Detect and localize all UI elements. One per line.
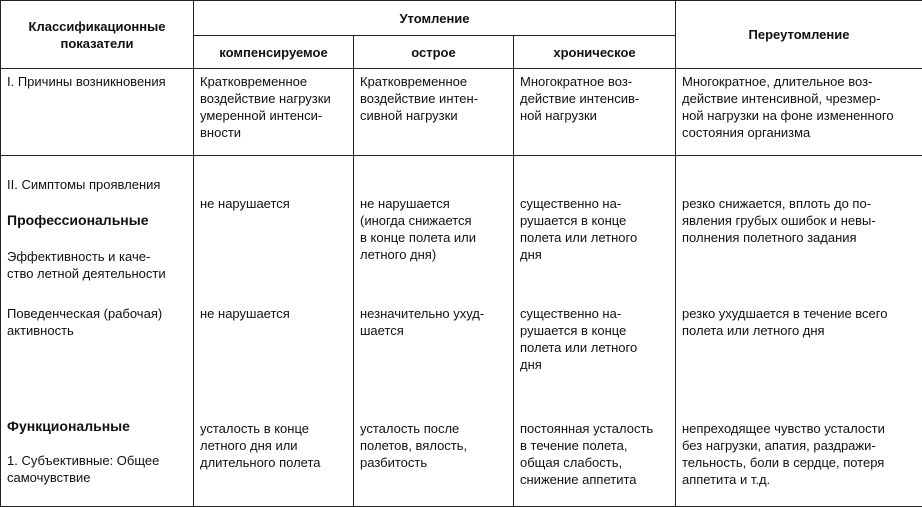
efficiency-overfatigue: резко снижается, вплоть до по- явления грубых ошибок и невы- полнения полетного задания [676, 156, 922, 303]
subjective-label: 1. Субъективные: Общее самочувствие [7, 452, 187, 486]
header-acute: острое [354, 36, 514, 69]
subjective-label-cell [1, 398, 194, 507]
causes-compensated: Кратковременное воздействие нагрузки умеренной интенси- вности [194, 69, 354, 156]
activity-acute: незначительно ухуд- шается [354, 302, 514, 398]
functional-heading: Функциональные [7, 418, 187, 435]
activity-chronic: существенно на- рушается в конце полета или летного дня [514, 302, 676, 398]
causes-label: I. Причины возникновения [1, 69, 194, 156]
subjective-compensated: усталость в конце летного дня или длительного полета [194, 398, 354, 507]
row-efficiency [1, 156, 922, 303]
subjective-acute: усталость после полетов, вялость, разбитость [354, 398, 514, 507]
row-causes [1, 69, 922, 156]
symptoms-label: II. Симптомы проявления [7, 176, 187, 193]
row-activity [1, 302, 922, 398]
header-compensated: компенсируемое [194, 36, 354, 69]
efficiency-label-cell [1, 156, 194, 303]
efficiency-label: Эффективность и каче- ство летной деятельности [7, 248, 187, 282]
causes-acute: Кратковременное воздействие интен- сивной нагрузки [354, 69, 514, 156]
causes-chronic: Многократное воз- действие интенсив- ной нагрузки [514, 69, 676, 156]
header-classification-indicators: Классификационные показатели [1, 1, 194, 69]
header-chronic: хроническое [514, 36, 676, 69]
activity-compensated: не нарушается [194, 302, 354, 398]
row-subjective [1, 398, 922, 507]
header-row-1 [1, 1, 922, 36]
causes-overfatigue: Многократное, длительное воз- действие интенсивной, чрезмер- ной нагрузки на фоне измененного состояния организма [676, 69, 922, 156]
efficiency-acute: не нарушается (иногда снижается в конце полета или летного дня) [354, 156, 514, 303]
professional-heading: Профессиональные [7, 212, 187, 229]
efficiency-compensated: не нарушается [194, 156, 354, 303]
header-overfatigue: Переутомление [676, 1, 922, 69]
activity-label: Поведенческая (рабочая) активность [1, 302, 194, 398]
header-fatigue: Утомление [194, 1, 676, 36]
efficiency-chronic: существенно на- рушается в конце полета или летного дня [514, 156, 676, 303]
activity-overfatigue: резко ухудшается в течение всего полета или летного дня [676, 302, 922, 398]
subjective-chronic: постоянная усталость в течение полета, общая слабость, снижение аппетита [514, 398, 676, 507]
subjective-overfatigue: непреходящее чувство усталости без нагрузки, апатия, раздражи- тельность, боли в сердце, потеря аппетита и т.д. [676, 398, 922, 507]
